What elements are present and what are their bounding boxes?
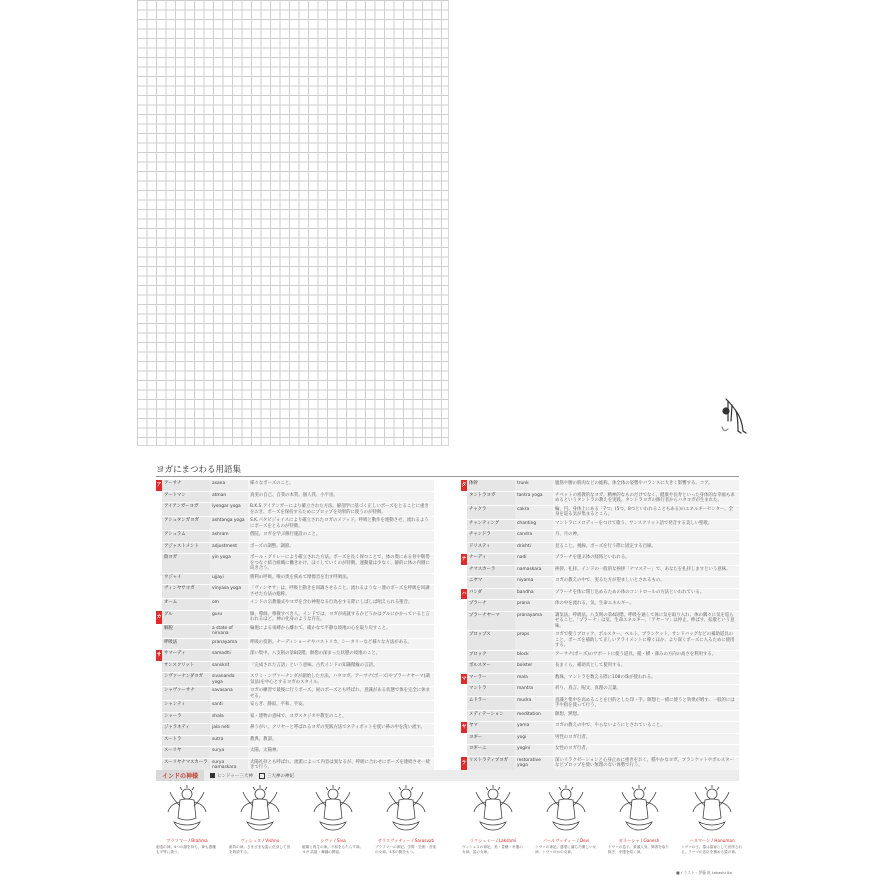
glossary-row: [156, 662, 434, 674]
deity-card: [302, 784, 364, 866]
glossary-english: mala: [515, 674, 553, 685]
glossary-description: 家・建物の意味で、ヨガスタジオや教室のこと。: [248, 713, 434, 724]
glossary-term: プラーナ: [467, 600, 515, 611]
glossary-term: ニヤマ: [467, 577, 515, 588]
glossary-english: om: [210, 599, 248, 610]
glossary-row: [461, 734, 739, 746]
glossary-row: [461, 662, 739, 674]
glossary-description: 教典、教訓。: [248, 736, 434, 747]
glossary-description: 「ヴィンヤサ」は、呼吸と動きを同調させること。流れるような一連のポーズを呼吸を同調させた方法の総称。: [248, 585, 434, 598]
glossary-row: [156, 480, 434, 492]
deity-description: ブラフマーの神妃。学問・芸術・音楽の女神。4本の腕をもつ。: [375, 845, 437, 854]
glossary-term: スーリヤ: [162, 747, 210, 758]
glossary-description: 男性のヨガ行者。: [553, 734, 739, 745]
glossary-row: [156, 747, 434, 759]
glossary-row: [461, 685, 739, 697]
glossary-term: リストラティブヨガ: [467, 757, 515, 770]
glossary-description: マントラにメロディーをつけて歌う、サンスクリット語で発音する美しい聖歌。: [553, 520, 739, 531]
glossary-term: シヴァーナンダヨガ: [162, 673, 210, 686]
glossary-term: 解脱: [162, 625, 210, 638]
glossary-english: ashram: [210, 531, 248, 542]
glossary-table-left: [156, 480, 434, 773]
glossary-row: [461, 674, 739, 686]
legend-consorts: [259, 773, 294, 779]
glossary-row: [156, 625, 434, 639]
glossary-row: [461, 531, 739, 543]
deity-illustration-icon: [233, 784, 287, 832]
deity-card: [681, 784, 743, 866]
deity-name: ブラフマー / Brahma: [166, 838, 208, 843]
glossary-description: プラーナを運ぶ体の経絡といわれる。: [553, 554, 739, 565]
glossary-term: バンダ: [467, 589, 515, 600]
glossary-english: trunk: [515, 480, 553, 491]
glossary-description: S.K.パタビジョイスにより確立されたヨガのメソッド。呼吸と動作を連動させ、流れるようにポーズをとるのが特徴。: [248, 517, 434, 530]
glossary-table-right: [461, 480, 739, 771]
glossary-english: savasana: [210, 687, 248, 700]
glossary-row: [461, 577, 739, 589]
glossary-term: ウジャイ: [162, 574, 210, 585]
glossary-row: [461, 757, 739, 771]
glossary-english: yogini: [515, 745, 553, 756]
glossary-term: ヤマ: [467, 722, 515, 733]
glossary-term: 陰ヨガ: [162, 554, 210, 573]
glossary-english: pranayama: [515, 612, 553, 631]
glossary-english: sanskrit: [210, 662, 248, 673]
glossary-english: prana: [515, 600, 553, 611]
deity-card: [229, 784, 291, 866]
section-marker: タ: [461, 480, 467, 491]
glossary-description: 深い集中。八支則の第8段階。瞑想の深まった状態の境地のこと。: [248, 650, 434, 661]
glossary-row: [156, 639, 434, 651]
glossary-row: [461, 589, 739, 601]
deity-description: シヴァの息子。象頭人身。障害を取り除き、幸運を招く神。: [608, 845, 670, 854]
glossary-description: 調気法。呼吸法。八支則の第4段階。呼吸を通して体に気を取り入れ、体の隅々に気を巡らせること。「プラーナ」は気、生命エネルギー、「アヤーマ」は停止、伸ばす、拡散という意味。: [553, 612, 739, 631]
glossary-english: meditation: [515, 711, 553, 722]
glossary-term: プラーナヤーマ: [467, 612, 515, 631]
section-marker: ナ: [461, 554, 467, 565]
glossary-english: vinyasa yoga: [210, 585, 248, 598]
glossary-description: アーサナ(ポーズ)のサポートに使う道具。縦・横・薄みの方向の高さを利用する。: [553, 651, 739, 662]
glossary-english: niyama: [515, 577, 553, 588]
glossary-description: 太陽礼拝とも呼ばれ、流派によって内容は異なるが、呼吸に合わせにポーズを連続させ一続きで行う。: [248, 759, 434, 772]
legend-filled-square-icon: [210, 773, 215, 778]
glossary-row: [156, 531, 434, 543]
glossary-row: [461, 506, 739, 520]
glossary-row: [156, 517, 434, 531]
glossary-description: プラーナを体に閉じ込めるための体のコントロールの方法といわれている。: [553, 589, 739, 600]
glossary-row: [156, 701, 434, 713]
glossary-row: [461, 600, 739, 612]
glossary-description: 「完成された言語」という意味。古代インドの知識階級の言語。: [248, 662, 434, 673]
legend-hindu-label: ヒンドゥー三大神: [217, 773, 253, 779]
glossary-term: スートラ: [162, 736, 210, 747]
glossary-english: ashtanga yoga: [210, 517, 248, 530]
glossary-english: yogi: [515, 734, 553, 745]
glossary-english: mantra: [515, 685, 553, 696]
glossary-english: pranayama: [210, 639, 248, 650]
glossary-term: 呼吸法: [162, 639, 210, 650]
glossary-description: 勝利の呼吸。喉の奥を狭めて摩擦音を出す呼吸法。: [248, 574, 434, 585]
glossary-english: santi: [210, 701, 248, 712]
glossary-row: [156, 503, 434, 517]
glossary-english: atman: [210, 492, 248, 503]
glossary-term: アシュラム: [162, 531, 210, 542]
glossary-term: チャンティング: [467, 520, 515, 531]
glossary-english: chanting: [515, 520, 553, 531]
deity-card: [375, 784, 437, 866]
glossary-row: [461, 554, 739, 566]
glossary-english: iyengar yoga: [210, 503, 248, 516]
deity-illustration-icon: [379, 784, 433, 832]
glossary-row: [156, 611, 434, 625]
glossary-english: yama: [515, 722, 553, 733]
glossary-english: tantra yoga: [515, 492, 553, 505]
section-marker: ハ: [461, 589, 467, 600]
glossary-english: jala neti: [210, 724, 248, 735]
glossary-description: ヨガの練習で最後に行うポーズ。屍のポーズとも呼ばれ、意識がある状態で体を完全に休ませる。: [248, 687, 434, 700]
glossary-term: スーリヤナマスカーラ: [162, 759, 210, 772]
glossary-english: block: [515, 651, 553, 662]
deity-illustration-icon: [612, 784, 666, 832]
glossary-english: surya: [210, 747, 248, 758]
deity-description: シヴァの子。猿は猿神として崇拝される。ラーマの忠臣を務める猿の神。: [681, 845, 743, 854]
glossary-row: [461, 745, 739, 757]
glossary-row: [156, 650, 434, 662]
glossary-description: 意識と集中を高めることを目的とした印・手。瞑想と一緒に使うと効果が増す。一般的には手や指を使って行う。: [553, 697, 739, 710]
glossary-row: [156, 554, 434, 574]
deity-card: [535, 784, 597, 866]
section-marker: ヤ: [461, 722, 467, 733]
glossary-row: [156, 673, 434, 687]
glossary-english: samadhi: [210, 650, 248, 661]
illustration-credit: ■イラスト : 伊藤 紘 takashi ito: [676, 870, 732, 875]
legend-other-label: 三大神の神妃: [266, 773, 294, 779]
glossary-description: 輪廻による束縛から離れて、確かなで平静な境地の心を取り戻すこと。: [248, 625, 434, 638]
glossary-term: シャンティ: [162, 701, 210, 712]
deity-card: [462, 784, 524, 866]
glossary-description: ポーズの調整。調節。: [248, 543, 434, 554]
glossary-term: オーム: [162, 599, 210, 610]
glossary-row: [156, 492, 434, 504]
deity-illustration-icon: [539, 784, 593, 832]
glossary-description: 数珠。マントラを数える際に108の珠が使われる。: [553, 674, 739, 685]
glossary-english: mudra: [515, 697, 553, 710]
yoga-pose-figure-icon: [718, 395, 752, 435]
deity-card: [608, 784, 670, 866]
glossary-description: 真実の自己、自我の本質。個人我、小宇宙。: [248, 492, 434, 503]
glossary-term: ジャラネティ: [162, 724, 210, 735]
glossary-row: [461, 612, 739, 632]
glossary-description: 深いリラクゼーションと心身止めに重きをおく、穏やかなヨガ。ブランケットやボルスターなどプロップを使い無理のない体勢で行う。: [553, 757, 739, 770]
deity-illustration-icon: [306, 784, 360, 832]
glossary-description: 輪、円。身体上にある「7つ」(5つ、8つといわれることもある)のエネルギーセンター。全身を巡る気が集まるところ。: [553, 506, 739, 519]
glossary-term: グル: [162, 611, 210, 624]
glossary-term: チャクラ: [467, 506, 515, 519]
glossary-row: [461, 722, 739, 734]
glossary-term: 体幹: [467, 480, 515, 491]
glossary-english: shala: [210, 713, 248, 724]
glossary-term: マーラー: [467, 674, 515, 685]
glossary-term: シャヴァーサナ: [162, 687, 210, 700]
deity-name: パールヴァティー / Devi: [542, 838, 590, 843]
glossary-term: ナーディ: [467, 554, 515, 565]
glossary-english: bolster: [515, 662, 553, 673]
glossary-description: 腹筋や腰の筋肉などの総称。体全体の姿勢やバランスに大きく影響する。コア。: [553, 480, 739, 491]
deity-illustration-icon: [685, 784, 739, 832]
glossary-row: [156, 713, 434, 725]
glossary-term: アシュタンガヨガ: [162, 517, 210, 530]
deity-name: ガネーシャ / Ganesh: [618, 838, 660, 843]
glossary-english: candra: [515, 531, 553, 542]
deity-description: シヴァの神妃。慈愛に満ちた優しい女神。シヴァのかの女神。: [535, 845, 597, 854]
glossary-description: 月、月の神。: [553, 531, 739, 542]
glossary-term: アーサナ: [162, 480, 210, 491]
glossary-term: ムドラー: [467, 697, 515, 710]
deity-card: [156, 784, 218, 866]
glossary-english: guru: [210, 611, 248, 624]
deity-name: サラスヴァティー / Sarasvati: [377, 838, 435, 843]
deity-illustration-icon: [466, 784, 520, 832]
glossary-row: [461, 697, 739, 711]
section-marker: ラ: [461, 757, 467, 770]
glossary-term: ブロック: [467, 651, 515, 662]
glossary-row: [461, 566, 739, 578]
section-marker: ア: [156, 480, 162, 491]
glossary-term: メディテーション: [467, 711, 515, 722]
glossary-description: 瞑想、黙想。: [553, 711, 739, 722]
glossary-term: アイアンガーヨガ: [162, 503, 210, 516]
glossary-row: [461, 631, 739, 651]
deity-description: ヴィシュヌの神妃。美・豊穣・幸運の女神。富の女神。: [462, 845, 523, 854]
glossary-row: [156, 599, 434, 611]
glossary-term: タントラヨガ: [467, 492, 515, 505]
glossary-description: 呼吸の技術。ナーディショーナやバストリカ、シータリーなど様々な方法がある。: [248, 639, 434, 650]
glossary-description: ヨガの教えの中で、実るた方が望ましいとされるもの。: [553, 577, 739, 588]
glossary-row: [461, 520, 739, 532]
glossary-english: props: [515, 631, 553, 650]
deity-name: ハヌマーン / Hanuman: [689, 838, 735, 843]
glossary-term: ヨギー: [467, 734, 515, 745]
glossary-row: [156, 687, 434, 701]
glossary-english: surya namaskara: [210, 759, 248, 772]
glossary-row: [461, 543, 739, 555]
deities-section-title: インドの神様: [156, 770, 204, 781]
deity-description: 破壊と再生の神。不和をもたらす神。ヨガ 武道・舞踊の開祖。: [302, 845, 364, 854]
section-marker: カ: [156, 611, 162, 624]
section-marker: サ: [156, 650, 162, 661]
glossary-description: 安らぎ、静寂、平和、平安。: [248, 701, 434, 712]
glossary-description: インドの宗教儀式やヨガを含む神聖なる行為をする際にしばしば唱えられる聖音。: [248, 599, 434, 610]
glossary-english: bandha: [515, 589, 553, 600]
glossary-term: マントラ: [467, 685, 515, 696]
glossary-description: 師、導師。尊敬すべき人。インドでは、ヨガが成就するかどうかはグルにかかっていると言われるほど、神の化身のような存在。: [248, 611, 434, 624]
glossary-row: [461, 651, 739, 663]
glossary-english: cakra: [515, 506, 553, 519]
glossary-description: チベットの密教的なヨガ。精神的なものだけでなく、健康や長寿といった身体的な幸福も求めるというタントラの教えを実践。タントラヨガの修行者からハタヨガが生まれた。: [553, 492, 739, 505]
glossary-row: [156, 724, 434, 736]
glossary-english: asana: [210, 480, 248, 491]
glossary-english: restorative yoga: [515, 757, 553, 770]
glossary-description: 様々なポーズのこと。: [248, 480, 434, 491]
glossary-term: プロップス: [467, 631, 515, 650]
glossary-description: スワミ・シヴァーナンダが創始した方法。ハタヨガ。アーサナ(ポーズ)やプラーナヤーマ(調気法)を中心とするヨガのスタイル。: [248, 673, 434, 686]
glossary-english: nadi: [515, 554, 553, 565]
deity-name: シヴァ / Siva: [320, 838, 346, 843]
deity-description: 維持の神。さまざまな姿に化身して世を救済する。: [229, 845, 291, 854]
deities-illustration-row: [156, 784, 743, 866]
glossary-term: ヴィンヤサヨガ: [162, 585, 210, 598]
deity-illustration-icon: [160, 784, 214, 832]
glossary-row: [156, 736, 434, 748]
glossary-description: ポール・グリレーにより確立された方法。ポーズを長く保つことで、体の奥にある骨や靭帯をつなぐ結合組織に働きかけ、ほぐしていくのが特徴。運動量は少なく、静的に体の内側に向き合う。: [248, 554, 434, 573]
glossary-row: [461, 480, 739, 492]
glossary-term: ボルスター: [467, 662, 515, 673]
glossary-term: サンスクリット: [162, 662, 210, 673]
glossary-english: ujjayi: [210, 574, 248, 585]
graph-paper-grid: [137, 0, 449, 446]
deity-name: ヴィシュヌ / Vishnu: [240, 838, 280, 843]
glossary-description: ヨガで使うブロック、ボルスター、ベルト、ブランケット、サンドバッグなどの補助道具のこと。ポーズを補助して正しいアライメントに導くほか、より深くポーズに入るために使用する。: [553, 631, 739, 650]
glossary-description: 女性のヨガ行者。: [553, 745, 739, 756]
glossary-english: adjustment: [210, 543, 248, 554]
glossary-description: 祈り、真言、呪文、真理の言葉。: [553, 685, 739, 696]
legend-hindu-trinity: [210, 773, 253, 779]
deity-description: 創造の神。4つの顔を持ち、神も悪魔も平等に扱う。: [156, 845, 216, 854]
glossary-term: アジャストメント: [162, 543, 210, 554]
glossary-row: [461, 711, 739, 723]
glossary-term: ヨギーニ: [467, 745, 515, 756]
heading-divider: [156, 476, 739, 477]
glossary-description: 見ること。視線。ポーズを行う際に固定する目線。: [553, 543, 739, 554]
glossary-term: ナマスカーラ: [467, 566, 515, 577]
glossary-term: ドリスティ: [467, 543, 515, 554]
glossary-term: シャーラ: [162, 713, 210, 724]
glossary-row: [156, 543, 434, 555]
glossary-description: 僧院。ヨガを学ぶ修行施設のこと。: [248, 531, 434, 542]
legend-empty-square-icon: [259, 773, 265, 779]
glossary-term: チャンドラ: [467, 531, 515, 542]
glossary-heading: ヨガにまつわる用語集: [156, 465, 242, 475]
glossary-term: サマーディ: [162, 650, 210, 661]
glossary-description: 体の中を流れる、気。生命エネルギー。: [553, 600, 739, 611]
glossary-description: B.K.S.アイアンガーにより確立された方法。解剖学に基づく正しいポーズをとることに重きをおき、ポーズを保持するためにプロップを効果的に使うのが特徴。: [248, 503, 434, 516]
glossary-row: [156, 574, 434, 586]
glossary-description: 挨拶、礼拝。インドの一般的な挨拶「ナマステー」で、あなたを礼拝しますという意味。: [553, 566, 739, 577]
glossary-row: [156, 585, 434, 599]
glossary-english: sutra: [210, 736, 248, 747]
glossary-description: 鼻うがい。クリヤーと呼ばれるヨガの実践方法でネティポットを使い鼻の中を洗い流す。: [248, 724, 434, 735]
glossary-description: 長まくら。補助具として使用する。: [553, 662, 739, 673]
glossary-description: ヨガの教えの中で、やらないようにとされていること。: [553, 722, 739, 733]
glossary-english: a state of nirvana: [210, 625, 248, 638]
section-marker: マ: [461, 674, 467, 685]
glossary-term: アートマン: [162, 492, 210, 503]
glossary-english: yin yoga: [210, 554, 248, 573]
glossary-english: namaskara: [515, 566, 553, 577]
deity-name: ラクシュミー / Lakshmi: [469, 838, 517, 843]
glossary-english: drishti: [515, 543, 553, 554]
glossary-english: sivananda yoga: [210, 673, 248, 686]
glossary-description: 太陽、太陽神。: [248, 747, 434, 758]
glossary-row: [461, 492, 739, 506]
deities-header-bar: [156, 770, 739, 781]
